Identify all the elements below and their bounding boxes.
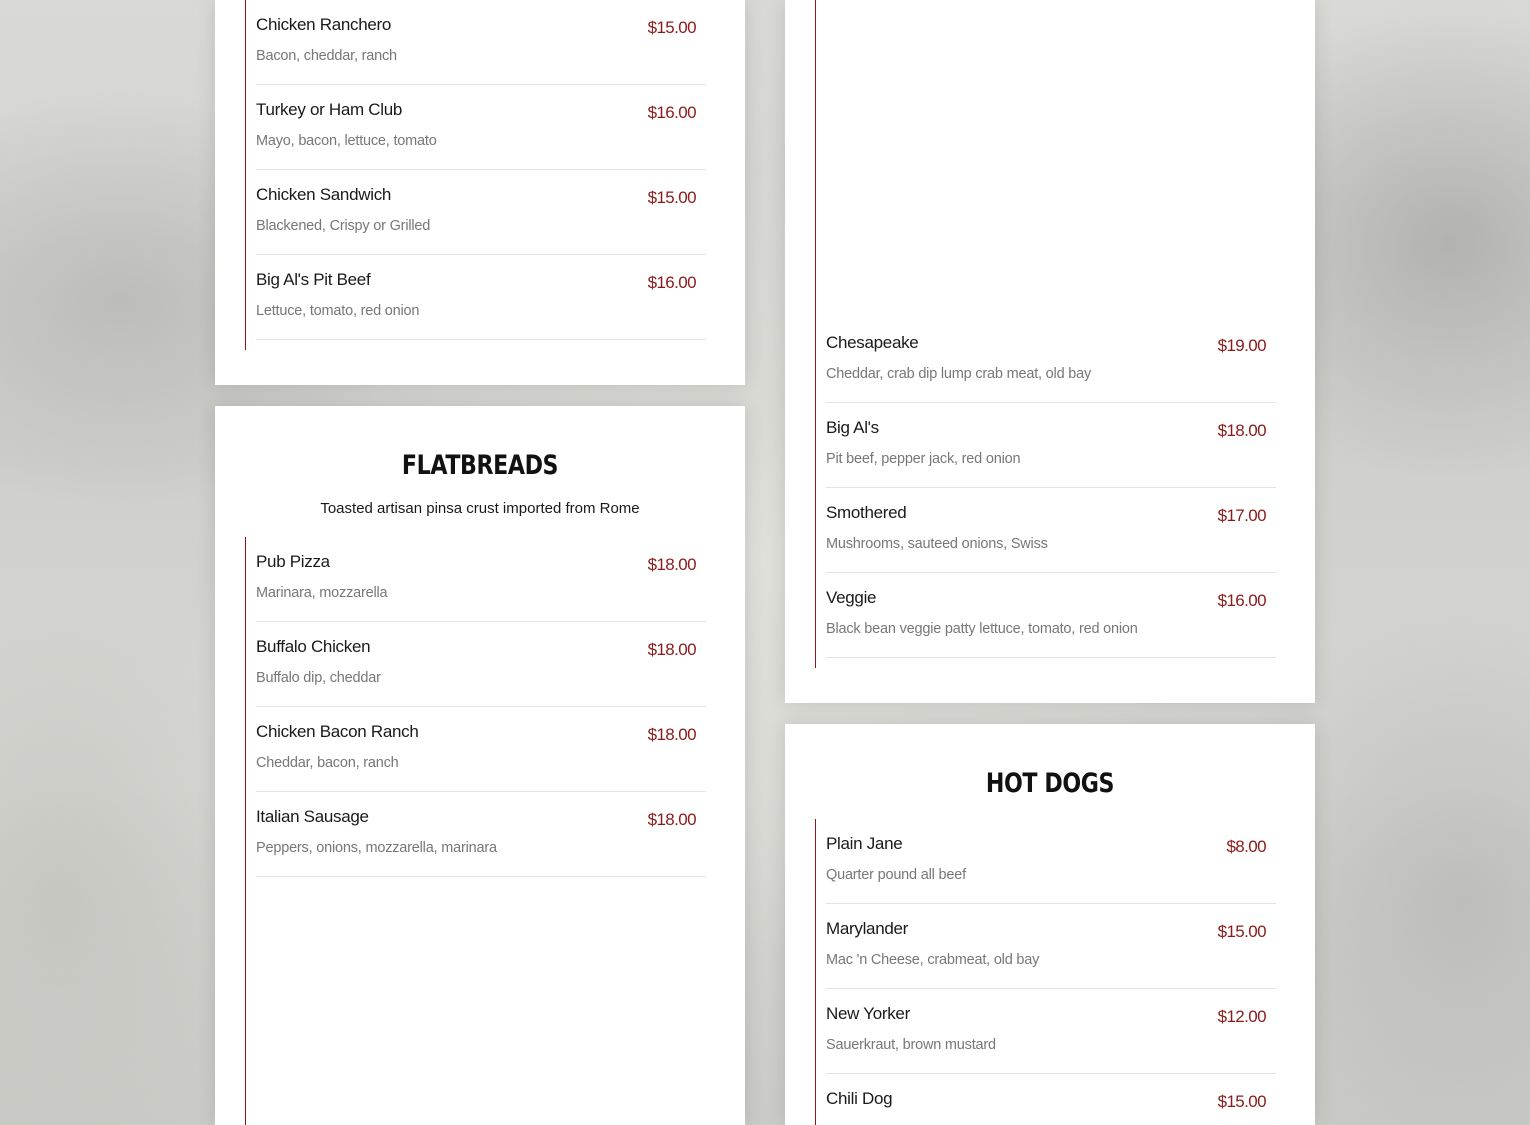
- item-price: $15.00: [1217, 1092, 1266, 1111]
- flatbreads-subtitle: Toasted artisan pinsa crust imported from Rome: [320, 500, 640, 517]
- item-name: Pub Pizza: [256, 552, 330, 571]
- item-description: Peppers, onions, mozzarella, marinara: [256, 840, 497, 856]
- item-price: $8.00: [1226, 837, 1266, 856]
- item-name: Veggie: [826, 588, 877, 607]
- item-price: $15.00: [647, 188, 696, 207]
- item-description: Buffalo dip, cheddar: [256, 670, 381, 686]
- item-description: Lettuce, tomato, red onion: [256, 303, 420, 319]
- item-name: Smothered: [826, 503, 907, 522]
- burgers-item-list: [815, 0, 1276, 668]
- menu-item: [256, 0, 706, 85]
- menu-item: [826, 318, 1276, 403]
- hotdogs-card: [785, 724, 1315, 1125]
- item-description: Bacon, cheddar, ranch: [256, 48, 397, 64]
- item-price: $15.00: [1217, 922, 1266, 941]
- flatbreads-card: [215, 406, 745, 1125]
- list-spacer: [816, 0, 1276, 318]
- item-price: $16.00: [647, 273, 696, 292]
- menu-item: [256, 707, 706, 792]
- menu-item: [256, 85, 706, 170]
- menu-item: [256, 537, 706, 622]
- item-name: Chicken Bacon Ranch: [256, 722, 419, 741]
- item-price: $17.00: [1217, 506, 1266, 525]
- item-description: Cheddar, bacon, ranch: [256, 755, 399, 771]
- hotdogs-item-list: [815, 819, 1276, 1125]
- item-description: Blackened, Crispy or Grilled: [256, 218, 431, 234]
- item-name: Chili Dog: [826, 1089, 893, 1108]
- item-name: New Yorker: [826, 1004, 910, 1023]
- item-name: Plain Jane: [826, 834, 903, 853]
- item-price: $12.00: [1217, 1007, 1266, 1026]
- item-price: $18.00: [647, 810, 696, 829]
- sandwiches-item-list: [245, 0, 706, 350]
- item-price: $19.00: [1217, 336, 1266, 355]
- menu-item: [256, 792, 706, 877]
- menu-item: [826, 989, 1276, 1074]
- item-description: Black bean veggie patty lettuce, tomato, red onion: [826, 621, 1138, 637]
- item-name: Marylander: [826, 919, 909, 938]
- sandwiches-card: [215, 0, 745, 385]
- menu-item: [826, 573, 1276, 658]
- menu-item: [826, 819, 1276, 904]
- item-price: $16.00: [1217, 591, 1266, 610]
- flatbreads-item-list: [245, 537, 706, 1125]
- menu-item: [256, 170, 706, 255]
- item-description: Mushrooms, sauteed onions, Swiss: [826, 536, 1048, 552]
- item-description: Sauerkraut, brown mustard: [826, 1037, 996, 1053]
- item-price: $15.00: [647, 18, 696, 37]
- item-name: Buffalo Chicken: [256, 637, 371, 656]
- item-price: $18.00: [647, 555, 696, 574]
- item-name: Chicken Ranchero: [256, 15, 392, 34]
- item-description: Marinara, mozzarella: [256, 585, 388, 601]
- item-price: $18.00: [1217, 421, 1266, 440]
- item-description: Mac 'n Cheese, crabmeat, old bay: [826, 952, 1040, 968]
- item-name: Italian Sausage: [256, 807, 369, 826]
- burgers-card: [785, 0, 1315, 703]
- menu-item: [826, 904, 1276, 989]
- menu-item: [256, 622, 706, 707]
- item-price: $18.00: [647, 725, 696, 744]
- item-name: Turkey or Ham Club: [256, 100, 403, 119]
- item-name: Chesapeake: [826, 333, 919, 352]
- item-description: Pit beef, pepper jack, red onion: [826, 451, 1021, 467]
- item-description: Mayo, bacon, lettuce, tomato: [256, 133, 437, 149]
- menu-item: [826, 1074, 1276, 1125]
- hotdogs-heading: HOT DOGS: [985, 768, 1115, 799]
- item-price: $16.00: [647, 103, 696, 122]
- menu-item: [256, 255, 706, 340]
- item-price: $18.00: [647, 640, 696, 659]
- item-name: Chicken Sandwich: [256, 185, 392, 204]
- menu-item: [826, 488, 1276, 573]
- menu-item: [826, 403, 1276, 488]
- item-name: Big Al's: [826, 418, 879, 437]
- item-description: Quarter pound all beef: [826, 867, 966, 883]
- item-description: Cheddar, crab dip lump crab meat, old bay: [826, 366, 1092, 382]
- flatbreads-heading: FLATBREADS: [401, 450, 559, 481]
- item-name: Big Al's Pit Beef: [256, 270, 371, 289]
